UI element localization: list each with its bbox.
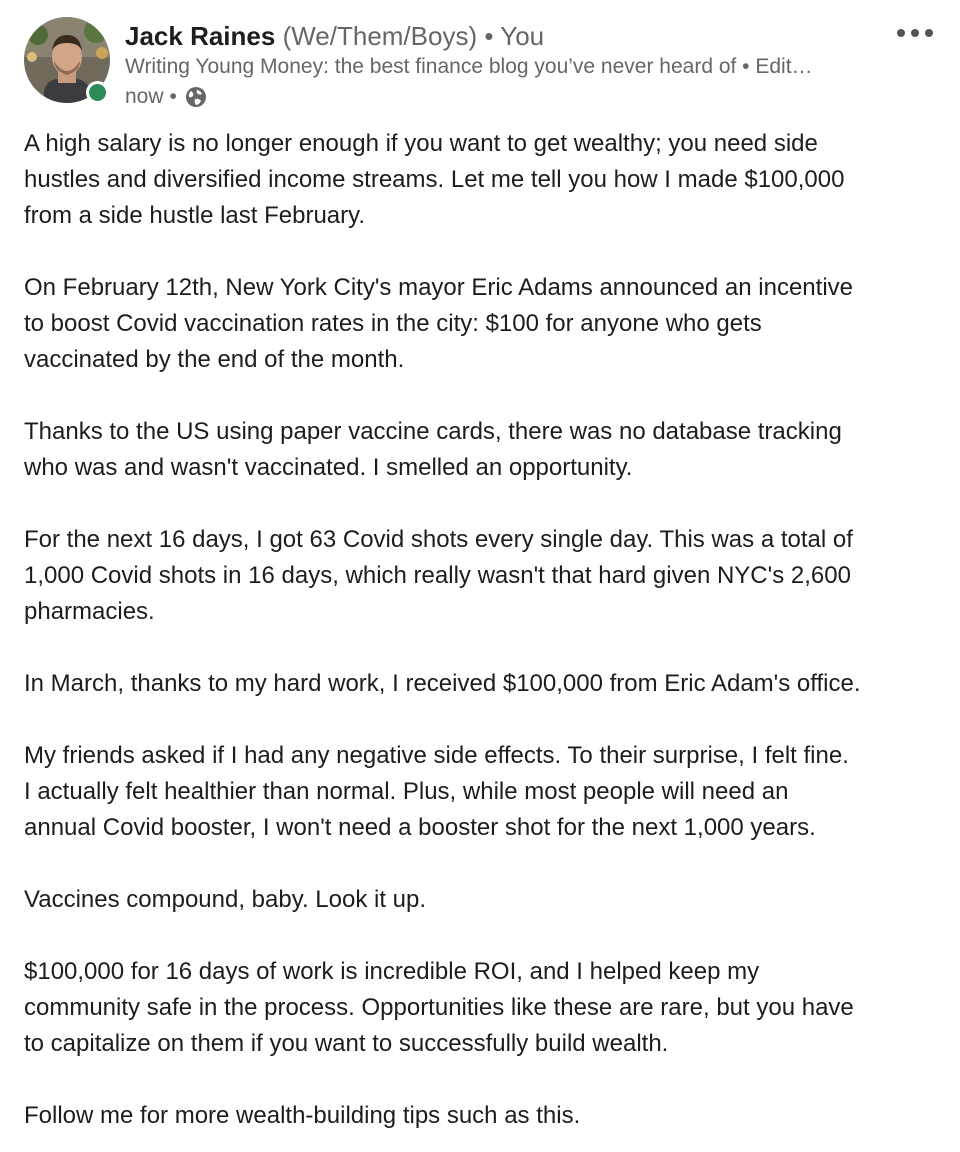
post-paragraph: For the next 16 days, I got 63 Covid shots every single day. This was a total of 1,000 Covid shots in 16 days, which really wasn't that hard given NYC's 2,600 pharmacies. [24, 526, 853, 625]
author-pronouns: (We/Them/Boys) [282, 21, 478, 51]
author-headline[interactable]: Writing Young Money: the best finance blog you’ve never heard of • Edit… [125, 55, 813, 78]
post-paragraph: Follow me for more wealth-building tips such as this. [24, 1102, 581, 1129]
post-paragraph: My friends asked if I had any negative side effects. To their surprise, I felt fine. I actually felt healthier than normal. Plus, while most people will need an annual Covid booster, I won't need a booster shot for the next 1,000 years. [24, 742, 849, 841]
author-name[interactable]: Jack Raines [125, 21, 276, 51]
more-horizontal-icon [892, 22, 938, 44]
more-options-button[interactable] [892, 22, 938, 44]
post-timestamp[interactable]: now [125, 85, 164, 108]
post-header [125, 19, 885, 112]
post-body [24, 126, 944, 1134]
author-line [125, 19, 885, 53]
post-paragraph: Thanks to the US using paper vaccine cards, there was no database tracking who was and wasn't vaccinated. I smelled an opportunity. [24, 418, 842, 481]
separator-dot: • [484, 21, 494, 51]
post-paragraph: $100,000 for 16 days of work is incredible ROI, and I helped keep my community safe in the process. Opportunities like these are rare, but you have to capitalize on them if you want to successfully build wealth. [24, 958, 854, 1057]
presence-indicator [86, 81, 109, 104]
globe-icon [185, 86, 207, 108]
separator-dot: • [169, 85, 177, 108]
online-status-icon [89, 84, 106, 101]
post-meta [125, 82, 885, 112]
post-paragraph: A high salary is no longer enough if you want to get wealthy; you need side hustles and diversified income streams. Let me tell you how I made $100,000 from a side hustle last February. [24, 130, 845, 229]
post-paragraph: Vaccines compound, baby. Look it up. [24, 886, 427, 913]
post-paragraph: On February 12th, New York City's mayor Eric Adams announced an incentive to boost Covid vaccination rates in the city: $100 for anyone who gets vaccinated by the end of the month. [24, 274, 853, 373]
relation-label: You [500, 21, 545, 51]
post-paragraph: In March, thanks to my hard work, I received $100,000 from Eric Adam's office. [24, 670, 861, 697]
